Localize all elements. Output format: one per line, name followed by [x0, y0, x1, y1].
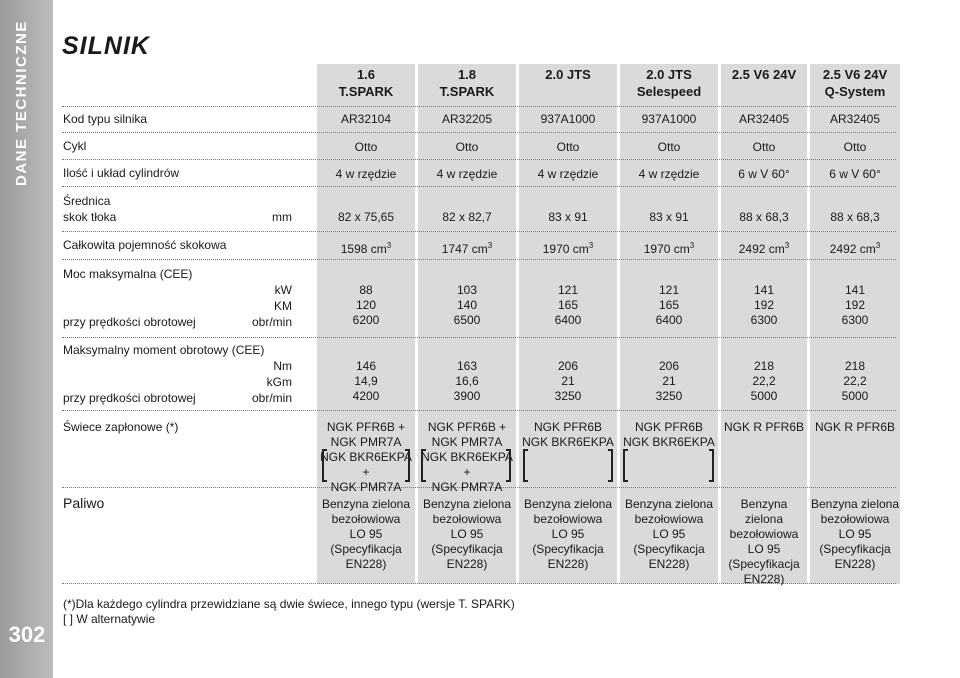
- cell: 88 120 6200: [352, 283, 380, 327]
- cell: NGK PFR6B NGK BKR6EKPA: [522, 420, 614, 449]
- row-label-power-rpm: przy prędkości obrotowej: [63, 315, 196, 329]
- cell: 82 x 82,7: [442, 210, 492, 224]
- cell: 6 w V 60°: [738, 167, 790, 181]
- row-label-cycle: Cykl: [63, 139, 87, 153]
- row-label-max-power: Moc maksymalna (CEE): [63, 267, 193, 281]
- row-label-bore: Średnica: [63, 194, 111, 208]
- cell: 1970 $cm^3$: [643, 241, 695, 256]
- unit-kw: kW: [274, 283, 292, 297]
- row-separator: [62, 159, 896, 160]
- section-sidebar: [0, 0, 53, 678]
- cell: 1747 $cm^3$: [441, 241, 493, 256]
- cell: 4 w rzędzie: [638, 167, 700, 181]
- bracket-left: [523, 449, 528, 482]
- column-header: 2.0 JTS Selespeed: [636, 67, 702, 99]
- cell: 103 140 6500: [453, 283, 481, 327]
- cell: Benzyna zielona bezołowiowa LO 95 (Specyfikacja EN228): [810, 497, 900, 571]
- section-label: DANE TECHNICZNE: [13, 20, 30, 186]
- column-header: 2.5 V6 24V: [731, 67, 797, 82]
- cell: 146 14,9 4200: [352, 359, 380, 403]
- bracket-right: [709, 449, 714, 482]
- bracket-right: [506, 449, 511, 482]
- cell: 141 192 6300: [750, 283, 778, 327]
- cell: 121 165 6400: [655, 283, 683, 327]
- row-label-displacement: Całkowita pojemność skokowa: [63, 238, 227, 252]
- cell: Otto: [455, 140, 479, 154]
- cell: 82 x 75,65: [337, 210, 395, 224]
- cell: 206 21 3250: [655, 359, 683, 403]
- row-label-stroke: skok tłoka: [63, 210, 117, 224]
- cell: 88 x 68,3: [739, 210, 789, 224]
- bracket-left: [623, 449, 628, 482]
- cell: Otto: [556, 140, 580, 154]
- cell: AR32205: [441, 112, 493, 126]
- unit-mm: mm: [272, 210, 292, 224]
- bracket-left: [421, 449, 426, 482]
- row-separator: [62, 186, 896, 187]
- unit-kgm: kGm: [266, 375, 292, 389]
- column-header: 2.0 JTS: [545, 67, 591, 82]
- cell: 1598 $cm^3$: [340, 241, 392, 256]
- cell: 163 16,6 3900: [453, 359, 481, 403]
- cell: 218 22,2 5000: [750, 359, 778, 403]
- unit-nm: Nm: [273, 359, 292, 373]
- row-label-cylinders: Ilość i układ cylindrów: [63, 166, 180, 180]
- cell: 88 x 68,3: [830, 210, 880, 224]
- cell: AR32104: [340, 112, 392, 126]
- bracket-left: [322, 449, 327, 482]
- cell: 141 192 6300: [841, 283, 869, 327]
- cell: 218 22,2 5000: [841, 359, 869, 403]
- row-label-max-torque: Maksymalny moment obrotowy (CEE): [63, 343, 265, 357]
- cell: 2492 $cm^3$: [738, 241, 790, 256]
- cell: Benzyna zielona bezołowiowa LO 95 (Specyfikacja EN228): [523, 497, 613, 571]
- cell: 1970 $cm^3$: [542, 241, 594, 256]
- cell: Benzyna zielona bezołowiowa LO 95 (Specyfikacja EN228): [422, 497, 512, 571]
- row-label-torque-rpm: przy prędkości obrotowej: [63, 391, 196, 405]
- cell: 83 x 91: [649, 210, 689, 224]
- footnote-alternative: [ ] W alternatywie: [63, 612, 156, 626]
- cell: Otto: [657, 140, 681, 154]
- cell: Benzyna zielona bezołowiowa LO 95 (Specyfikacja EN228): [728, 497, 800, 586]
- cell: Otto: [843, 140, 867, 154]
- row-separator: [62, 132, 896, 133]
- row-label-spark-plugs: Świece zapłonowe (*): [63, 420, 179, 434]
- cell: 206 21 3250: [554, 359, 582, 403]
- bracket-right: [608, 449, 613, 482]
- cell: 121 165 6400: [554, 283, 582, 327]
- cell: Benzyna zielona bezołowiowa LO 95 (Specyfikacja EN228): [624, 497, 714, 571]
- row-separator: [62, 410, 896, 411]
- cell: AR32405: [738, 112, 790, 126]
- cell: 4 w rzędzie: [537, 167, 599, 181]
- footnote-plugs: (*)Dla każdego cylindra przewidziane są dwie świece, innego typu (wersje T. SPARK): [63, 597, 515, 611]
- cell: NGK PFR6B + NGK PMR7A NGK BKR6EKPA + NGK PMR7A: [320, 420, 412, 494]
- cell: 937A1000: [540, 112, 596, 126]
- page-number: 302: [8, 622, 46, 647]
- cell: 6 w V 60°: [829, 167, 881, 181]
- cell: Benzyna zielona bezołowiowa LO 95 (Specyfikacja EN228): [321, 497, 411, 571]
- row-separator: [62, 231, 896, 232]
- column-header: 2.5 V6 24V Q-System: [822, 67, 888, 99]
- row-separator: [62, 337, 896, 338]
- cell: NGK PFR6B NGK BKR6EKPA: [623, 420, 715, 449]
- cell: 937A1000: [641, 112, 697, 126]
- unit-rpm: obr/min: [251, 391, 292, 405]
- row-label-fuel: Paliwo: [63, 495, 105, 511]
- unit-km: KM: [274, 299, 292, 313]
- row-label-engine-code: Kod typu silnika: [63, 112, 148, 126]
- page-title: SILNIK: [62, 32, 150, 60]
- row-separator: [62, 259, 896, 260]
- column-header: 1.6 T.SPARK: [338, 67, 394, 99]
- cell: 4 w rzędzie: [335, 167, 397, 181]
- cell: Otto: [752, 140, 776, 154]
- bracket-right: [405, 449, 410, 482]
- unit-rpm: obr/min: [251, 315, 292, 329]
- row-separator: [62, 106, 896, 107]
- cell: 83 x 91: [548, 210, 588, 224]
- cell: AR32405: [829, 112, 881, 126]
- cell: NGK PFR6B + NGK PMR7A NGK BKR6EKPA + NGK PMR7A: [421, 420, 513, 494]
- cell: 4 w rzędzie: [436, 167, 498, 181]
- cell: NGK R PFR6B: [814, 420, 895, 434]
- cell: NGK R PFR6B: [723, 420, 804, 434]
- cell: Otto: [354, 140, 378, 154]
- cell: 2492 $cm^3$: [829, 241, 881, 256]
- column-header: 1.8 T.SPARK: [439, 67, 495, 99]
